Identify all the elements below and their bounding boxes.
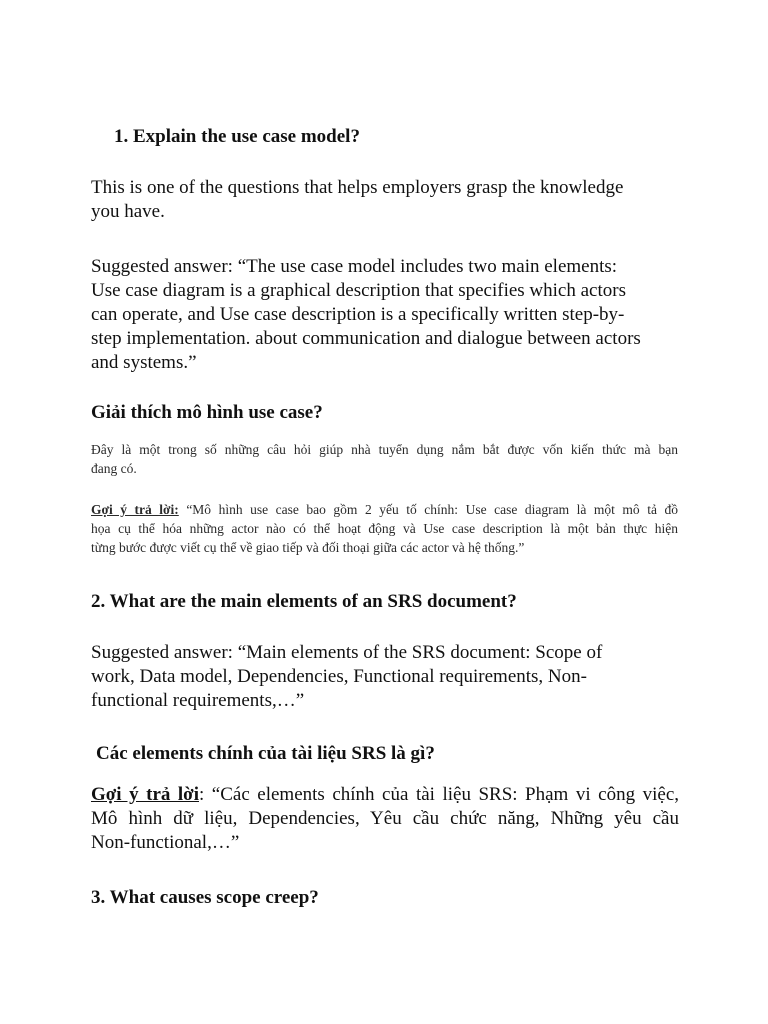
- question-2-heading: 2. What are the main elements of an SRS document?: [91, 591, 517, 612]
- vi-answer-line: Non-functional,…”: [91, 832, 240, 853]
- question-1-intro: [91, 176, 671, 224]
- vi-answer-line: từng bước được viết cụ thể về giao tiếp và đối thoại giữa các actor và hệ thống.”: [91, 540, 525, 555]
- intro-line: This is one of the questions that helps employers grasp the knowledge: [91, 177, 624, 198]
- question-2-vi-heading: Các elements chính của tài liệu SRS là gì?: [96, 743, 435, 764]
- vi-answer-line: [91, 500, 678, 519]
- question-1-vi-intro: [91, 440, 678, 478]
- answer-line: Suggested answer: “The use case model includes two main elements:: [91, 256, 618, 277]
- vi-answer-line: [91, 783, 679, 807]
- question-1-vi-heading: Giải thích mô hình use case?: [91, 402, 323, 423]
- vi-answer-line: Mô hình dữ liệu, Dependencies, Yêu cầu chức năng, Những yêu cầu: [91, 808, 679, 829]
- answer-line: step implementation. about communication and dialogue between actors: [91, 328, 641, 349]
- vi-intro-line: đang có.: [91, 461, 137, 476]
- question-3-heading: 3. What causes scope creep?: [91, 887, 319, 908]
- question-1-vi-answer: [91, 500, 678, 557]
- question-2-suggested-answer: [91, 641, 651, 713]
- vi-intro-line: Đây là một trong số những câu hỏi giúp nhà tuyển dụng nắm bắt được vốn kiến thức mà bạn: [91, 442, 678, 457]
- answer-line: can operate, and Use case description is a specifically written step-by-: [91, 304, 625, 325]
- intro-line: you have.: [91, 201, 165, 222]
- answer-line: functional requirements,…”: [91, 690, 305, 711]
- answer-line: Use case diagram is a graphical description that specifies which actors: [91, 280, 626, 301]
- vi-answer-line: họa cụ thể hóa những actor nào có thể hoạt động và Use case description là một bản thực hiện: [91, 521, 678, 536]
- vi-answer-text: : “Các elements chính của tài liệu SRS: Phạm vi công việc,: [198, 784, 680, 805]
- question-2-vi-answer: [91, 783, 679, 855]
- question-1-suggested-answer: [91, 255, 681, 375]
- answer-line: Suggested answer: “Main elements of the SRS document: Scope of: [91, 642, 603, 663]
- answer-line: and systems.”: [91, 352, 197, 373]
- vi-answer-text: “Mô hình use case bao gồm 2 yếu tố chính: Use case diagram là một mô tả đồ: [178, 502, 678, 517]
- vi-answer-label: Gợi ý trả lời: [91, 784, 199, 805]
- vi-answer-label: Gợi ý trả lời:: [91, 502, 179, 517]
- question-1-heading: 1. Explain the use case model?: [114, 126, 360, 147]
- answer-line: work, Data model, Dependencies, Functional requirements, Non-: [91, 666, 587, 687]
